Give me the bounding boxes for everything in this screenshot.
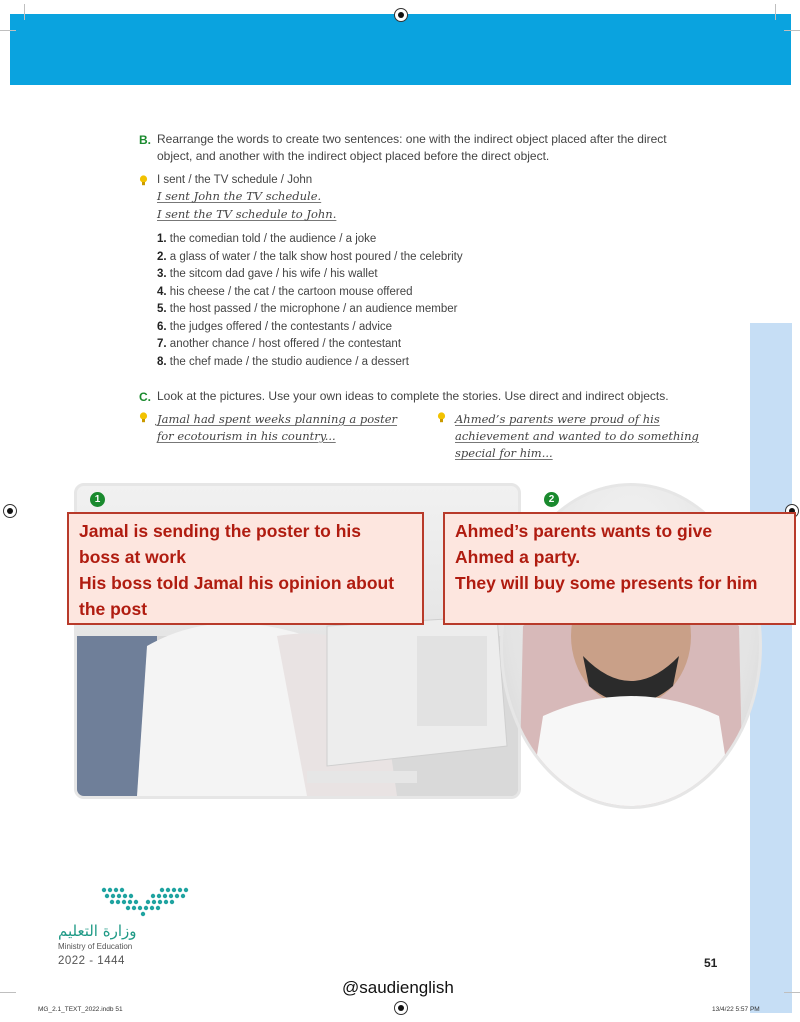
example-story-2	[455, 411, 725, 462]
page-number: 51	[704, 956, 718, 970]
lightbulb-icon	[437, 412, 446, 423]
answer-left-line1: Jamal is sending the poster to his	[79, 521, 362, 541]
registration-mark-icon	[3, 504, 17, 518]
answer-left-line3: His boss told Jamal his opinion about	[79, 573, 395, 593]
example-prompt: I sent / the TV schedule / John	[157, 174, 313, 186]
example-answer-1: I sent John the TV schedule.	[157, 189, 322, 203]
section-c-instruction: Look at the pictures. Use your own ideas to complete the stories. Use direct and indirect objects.	[157, 389, 669, 403]
example-story-1	[157, 411, 417, 445]
example-story-1-line2: for ecotourism in his country...	[157, 429, 336, 443]
list-item: 2. a glass of water / the talk show host poured / the celebrity	[157, 250, 463, 263]
example-story-2-line2: achievement and wanted to do something	[455, 429, 699, 443]
crop-mark	[0, 30, 16, 31]
watermark: @saudienglish	[342, 978, 454, 997]
top-color-band	[10, 14, 791, 85]
answer-right-line1: Ahmed’s parents wants to give	[455, 521, 713, 541]
lightbulb-icon	[139, 412, 148, 423]
crop-mark	[0, 992, 16, 993]
registration-mark-icon	[394, 1001, 408, 1015]
example-story-2-line3: special for him...	[455, 446, 553, 460]
list-item: 6. the judges offered / the contestants / advice	[157, 320, 393, 333]
crop-mark	[775, 4, 776, 20]
crop-mark	[24, 4, 25, 20]
picture-2-badge: 2	[544, 492, 559, 507]
crop-mark	[784, 992, 800, 993]
ministry-name-arabic: وزارة التعليم	[58, 922, 137, 940]
list-item: 3. the sitcom dad gave / his wife / his wallet	[157, 268, 378, 280]
section-b-instruction-line2: object, and another with the indirect object placed before the direct object.	[157, 149, 550, 163]
list-item: 7. another chance / host offered / the contestant	[157, 338, 402, 350]
example-story-1-line1: Jamal had spent weeks planning a poster	[157, 412, 398, 426]
section-c-letter: C.	[139, 390, 151, 404]
registration-mark-icon	[394, 8, 408, 22]
answer-box-left[interactable]	[67, 512, 424, 625]
section-b-instruction	[157, 131, 717, 165]
list-item: 4. his cheese / the cat / the cartoon mouse offered	[157, 285, 413, 298]
answer-left-line4: the post	[79, 599, 148, 619]
lightbulb-icon	[139, 175, 148, 186]
example-story-2-line1: Ahmed’s parents were proud of his	[455, 412, 660, 426]
answer-right-line3: They will buy some presents for him	[455, 573, 758, 593]
exercise-list	[157, 231, 617, 371]
crop-mark	[784, 30, 800, 31]
answer-right-line2: Ahmed a party.	[455, 547, 581, 567]
picture-1-badge: 1	[90, 492, 105, 507]
example-answer-2: I sent the TV schedule to John.	[157, 207, 337, 221]
section-b-instruction-line1: Rearrange the words to create two sentences: one with the indirect object placed after the direct	[157, 132, 667, 146]
year-label: 2022 - 1444	[58, 955, 125, 967]
list-item: 8. the chef made / the studio audience / a dessert	[157, 355, 409, 368]
print-timestamp: 13/4/22 5:57 PM	[712, 1006, 760, 1013]
answer-box-right[interactable]	[443, 512, 796, 625]
file-name: MG_2.1_TEXT_2022.indb 51	[38, 1006, 123, 1013]
answer-left-line2: boss at work	[79, 547, 186, 567]
ministry-name-english: Ministry of Education	[58, 942, 133, 951]
list-item: 5. the host passed / the microphone / an audience member	[157, 303, 458, 315]
list-item: 1. the comedian told / the audience / a joke	[157, 233, 377, 245]
section-b-letter: B.	[139, 133, 151, 147]
ministry-logo-icon	[98, 884, 190, 918]
